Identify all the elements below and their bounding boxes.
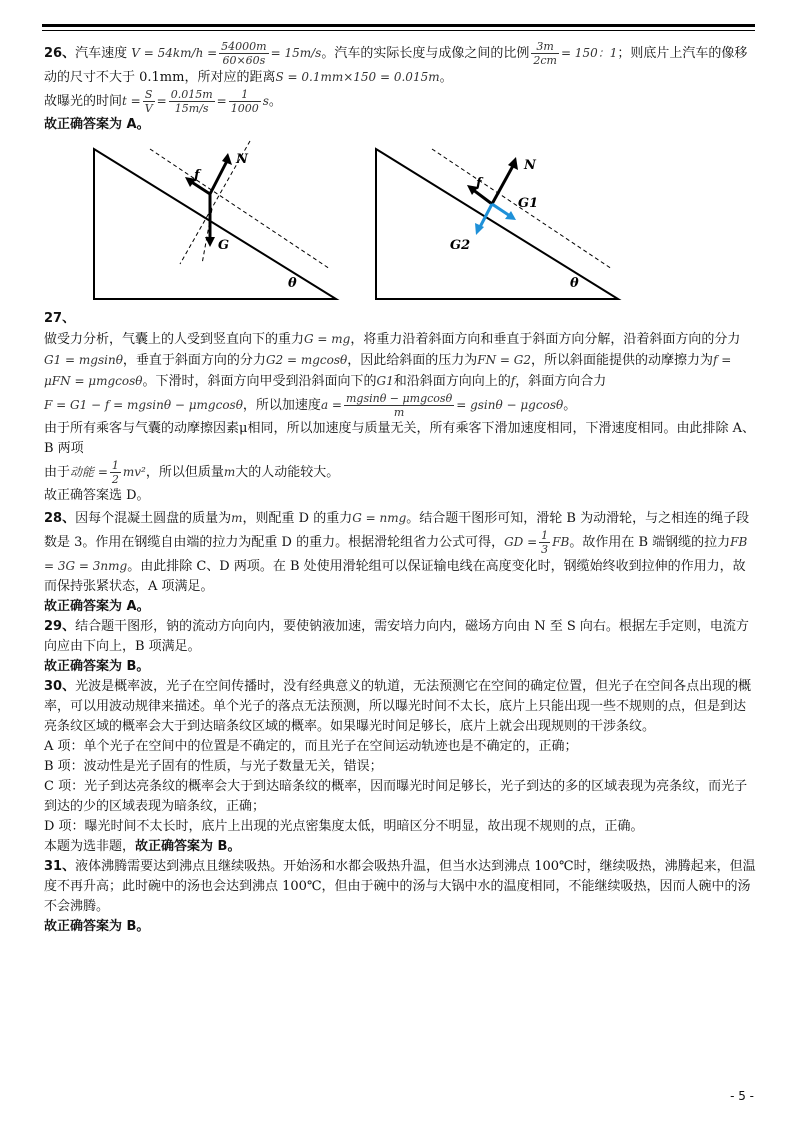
q30-answer-line: 本题为选非题，故正确答案为 B。 <box>44 839 241 854</box>
incline-triangle <box>376 149 618 299</box>
q30-option-a: A 项：单个光子在空间中的位置是不确定的，而且光子在空间运动轨迹也是不确定的，正确； <box>44 739 578 754</box>
label-f: f <box>476 176 482 191</box>
incline-triangle <box>94 149 336 299</box>
label-N: N <box>236 152 248 167</box>
q26-exposure-line: 故曝光的时间t = $\frac{S}{V}$ = $\frac{0.015m}{15m/s}$ = $\frac{1}{1000}$ s。 <box>44 88 282 115</box>
label-G: G <box>218 238 230 253</box>
q30-option-c: C 项：光子到达亮条纹的概率会大于到达暗条纹的概率，因而曝光时间足够长，光子到达的多的区域表现为亮条纹，而光子到达的少的区域表现为暗条纹，正确； <box>44 779 748 814</box>
q27-paragraph-2: 由于所有乘客与气囊的动摩擦因素μ相同，所以加速度与质量无关，所有乘客下滑加速度相同，下滑速度相同。由此排除 A、B 两项 <box>44 421 755 456</box>
q30-paragraph: 30、光波是概率波，光子在空间传播时，没有经典意义的轨道，无法预测它在空间的确定位置，但光子在空间各点出现的概率，可以用波动规律来描述。单个光子的落点无法预测，所以曝光时间不太长，底片上只能出现一些不规则的点，但是到达亮条纹区域的概率会大于到达暗条纹区域的概率。如果曝光时间足够长，底片上就会出现规则的干涉条纹。 <box>44 679 752 734</box>
force-f-arrow <box>472 189 492 204</box>
q28-number: 28、 <box>44 511 76 526</box>
label-N: N <box>524 158 536 173</box>
q26-paragraph: 26、汽车速度 V = 54km/h = $\frac{54000m}{60\times 60s}$ = 15m/s。汽车的实际长度与成像之间的比例 $\frac{3m}{2cm}$ = 150：1；则底片上汽车的像移动的尺寸不大于 0.1mm，所对应的距离S = 0.1mm×150 = 0.015m。 <box>44 40 748 85</box>
label-theta: θ <box>570 276 579 291</box>
q26-answer: 故正确答案为 A。 <box>44 117 150 132</box>
force-G1-arrow <box>492 204 510 216</box>
dashed-slope-line <box>150 149 330 269</box>
label-theta: θ <box>288 276 297 291</box>
q30-option-d: D 项：曝光时间不太长时，底片上出现的光点密集度太低，明暗区分不明显，故出现不规则的点，正确。 <box>44 819 644 834</box>
q30-answer: 故正确答案为 B。 <box>135 839 241 854</box>
incline-figure-left <box>90 139 340 307</box>
q27-number: 27、 <box>44 311 76 326</box>
label-G1: G1 <box>518 196 539 211</box>
page-content <box>44 40 756 937</box>
q31-paragraph: 31、液体沸腾需要达到沸点且继续吸热。开始汤和水都会吸热升温，但当水达到沸点 100℃时，继续吸热，沸腾起来，但温度不再升高；此时碗中的汤也会达到沸点 100℃，但由于碗中的汤与大锅中水的温度相同，不能继续吸热，因而人碗中的汤不会沸腾。 <box>44 859 756 914</box>
page-number: - 5 - <box>730 1089 754 1103</box>
q31-answer: 故正确答案为 B。 <box>44 919 150 934</box>
q29-answer: 故正确答案为 B。 <box>44 659 150 674</box>
label-f: f <box>194 168 200 183</box>
q27-paragraph-3: 由于动能 = $\frac{1}{2}$ mv²，所以但质量m大的人动能较大。 <box>44 459 340 486</box>
force-N-arrow <box>492 164 514 204</box>
incline-figure-right <box>372 139 622 307</box>
q29-number: 29、 <box>44 619 76 634</box>
q26-fraction-ratio: $\frac{3m}{2cm}$ <box>533 40 557 67</box>
q26-fraction-speed: $\frac{54000m}{60\times 60s}$ <box>221 40 267 67</box>
q29-paragraph: 29、结合题干图形，钠的流动方向向内，要使钠液加速，需安培力向内，磁场方向由 N 至 S 向右。根据左手定则，电流方向应由下向上，B 项满足。 <box>44 619 749 654</box>
header-rule-thin <box>42 30 755 31</box>
q28-paragraph: 28、因每个混凝土圆盘的质量为m，则配重 D 的重力G = nmg。结合题干图形可知，滑轮 B 为动滑轮，与之相连的绳子段数是 3。作用在钢缆自由端的拉力为配重 D 的重力。根据滑轮组省力公式可得，GD = $\frac{1}{3}$ FB。故作用在 B 端钢缆的拉力FB = 3G = 3nmg。由此排除 C、D 两项。在 B 处使用滑轮组可以保证输电线在高度变化时，钢缆始终收到拉伸的作用力，故而保持张紧状态，A 项满足。 <box>44 511 750 594</box>
q30-number: 30、 <box>44 679 76 694</box>
q27-answer: 故正确答案选 D。 <box>44 488 150 503</box>
q28-answer: 故正确答案为 A。 <box>44 599 150 614</box>
label-G2: G2 <box>450 238 471 253</box>
force-N-arrow <box>210 159 228 194</box>
header-rule-thick <box>42 24 755 27</box>
q26-number: 26、 <box>44 46 76 61</box>
q31-number: 31、 <box>44 859 76 874</box>
q30-option-b: B 项：波动性是光子固有的性质，与光子数量无关，错误； <box>44 759 383 774</box>
q27-paragraph-1: 做受力分析，气囊上的人受到竖直向下的重力G = mg，将重力沿着斜面方向和垂直于斜面方向分解，沿着斜面方向的分力G1 = mgsinθ，垂直于斜面方向的分力G2 = mgcosθ，因此给斜面的压力为FN = G2，所以斜面能提供的动摩擦力为f = μFN = μmgcosθ。下滑时，斜面方向甲受到沿斜面向下的G1和沿斜面方向向上的f，斜面方向合力 F = G1 − f = mgsinθ − μmgcosθ，所以加速度a = $\frac{\text{mgsinθ − μmgcosθ}}{m}$ = gsinθ − μgcosθ。 <box>44 332 741 419</box>
incline-figures <box>44 139 756 307</box>
